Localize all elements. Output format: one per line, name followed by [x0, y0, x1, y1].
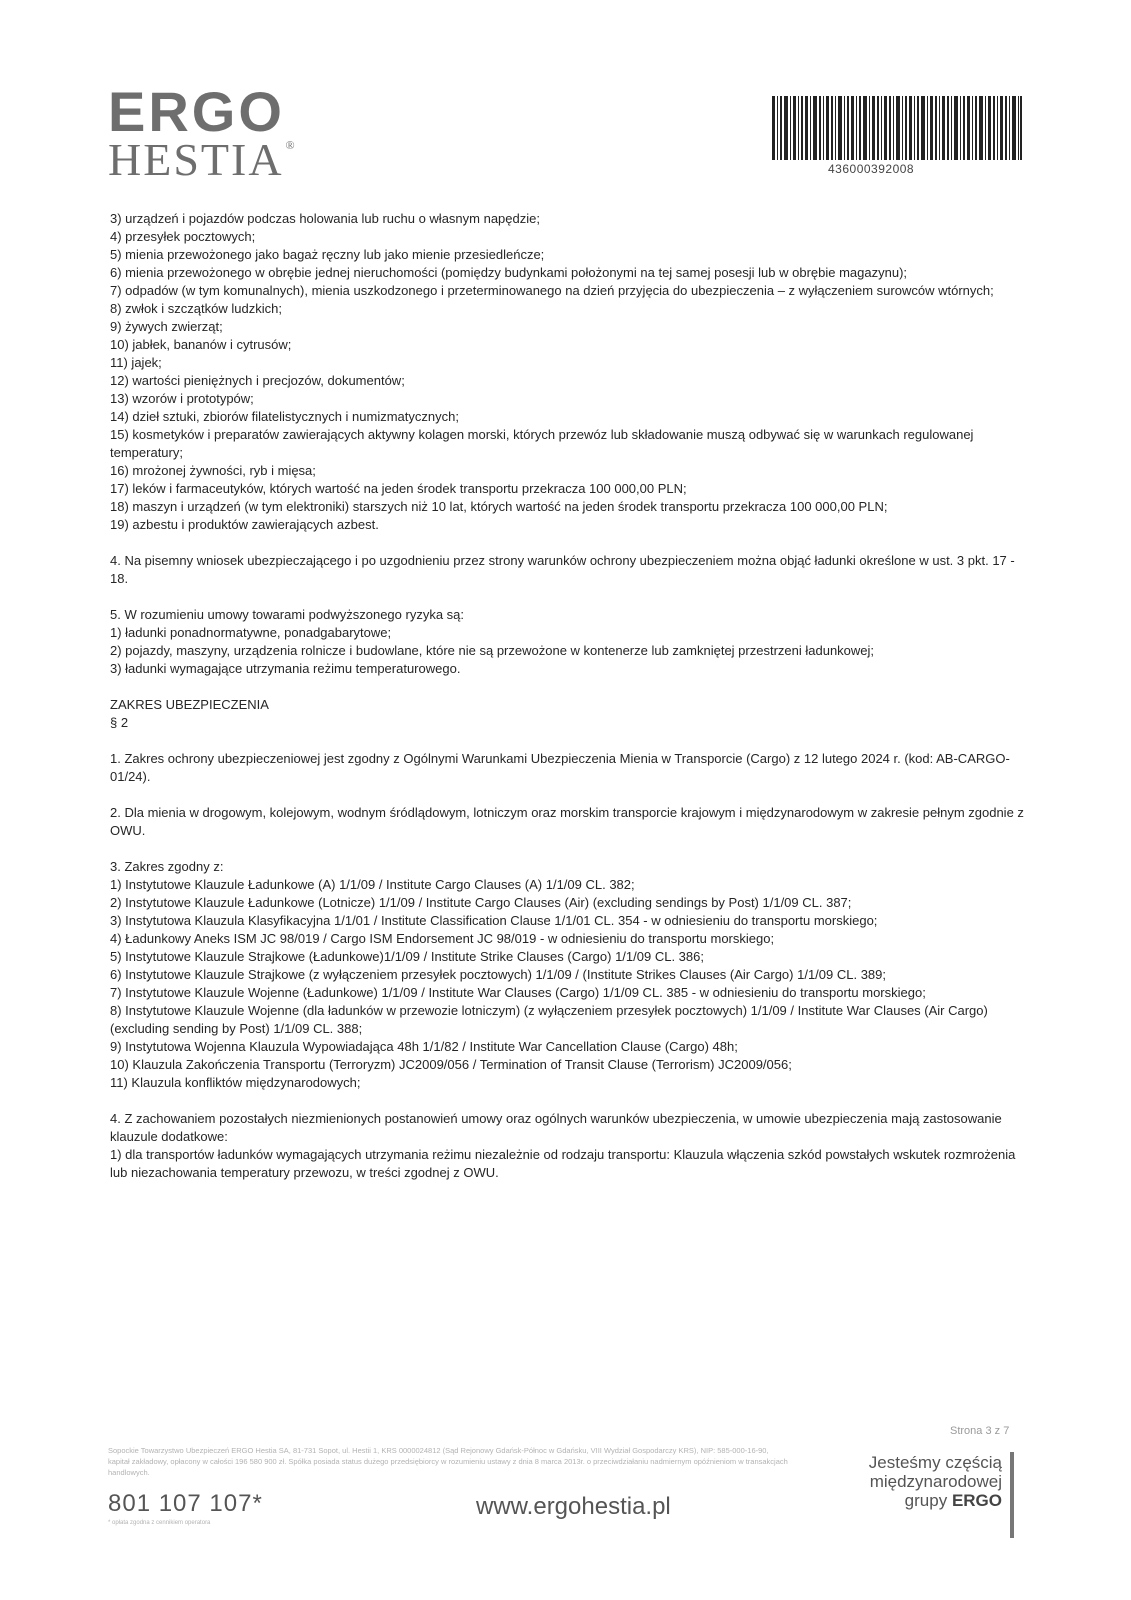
list-item: 5) mienia przewożonego jako bagaż ręczny lub jako mienie przesiedleńcze; [110, 247, 545, 262]
list-item: 3) ładunki wymagające utrzymania reżimu temperaturowego. [110, 661, 461, 676]
section-2-paragraph-3-intro: 3. Zakres zgodny z: [110, 859, 224, 874]
registered-mark: ® [285, 138, 297, 152]
group-tagline-line2: międzynarodowej [869, 1472, 1002, 1491]
logo-hestia-word: HESTIA [108, 134, 284, 185]
phone-number: 801 107 107* [108, 1490, 263, 1517]
list-item: 1) dla transportów ładunków wymagających utrzymania reżimu niezależnie od rodzaju transportu: Klauzula włączenia szkód powstałych wskutek rozmrożenia lub niezachowania temperatury przewozu, w treści zgodnej z OWU. [110, 1147, 1016, 1180]
section-title: ZAKRES UBEZPIECZENIA [110, 697, 269, 712]
list-item: 8) zwłok i szczątków ludzkich; [110, 301, 282, 316]
page-number: Strona 3 z 7 [950, 1425, 1010, 1437]
legal-notice: Sopockie Towarzystwo Ubezpieczeń ERGO Hestia SA, 81-731 Sopot, ul. Hestii 1, KRS 0000024812 (Sąd Rejonowy Gdańsk-Północ w Gdańsku, VIII Wydział Gospodarczy KRS), NIP: 585-000-16-90, kapitał zakładowy, opłacony w całości 196 580 900 zł. Spółka posiada status dużego przedsiębiorcy w rozumieniu ustawy z dnia 8 marca 2013r. o przeciwdziałaniu nadmiernym opóźnieniom w transakcjach handlowych. [108, 1446, 788, 1477]
group-tagline-prefix: grupy [904, 1491, 948, 1510]
list-item: 14) dzieł sztuki, zbiorów filatelistycznych i numizmatycznych; [110, 409, 459, 424]
website-link: www.ergohestia.pl [476, 1493, 671, 1520]
list-item: 6) mienia przewożonego w obrębie jednej nieruchomości (pomiędzy budynkami położonymi na tej samej posesji lub w obrębie magazynu); [110, 265, 908, 280]
footer-divider [1010, 1452, 1014, 1538]
list-item: 18) maszyn i urządzeń (w tym elektroniki) starszych niż 10 lat, których wartość na jeden środek transportu przekracza 100 000,00 PLN; [110, 499, 888, 514]
section-2-paragraph-4: 4. Z zachowaniem pozostałych niezmienionych postanowień umowy oraz ogólnych warunków ubezpieczenia, w umowie ubezpieczenia mają zastosowanie klauzule dodatkowe: [110, 1111, 1002, 1144]
list-item: 3) urządzeń i pojazdów podczas holowania lub ruchu o własnym napędzie; [110, 211, 540, 226]
list-item: 11) jajek; [110, 355, 162, 370]
list-item: 6) Instytutowe Klauzule Strajkowe (z wyłączeniem przesyłek pocztowych) 1/1/09 / (Institute Strikes Clauses (Air Cargo) 1/1/09 CL. 389; [110, 967, 886, 982]
list-item: 15) kosmetyków i preparatów zawierających aktywny kolagen morski, których przewóz lub składowanie muszą odbywać się w warunkach regulowanej temperatury; [110, 427, 974, 460]
list-item: 2) pojazdy, maszyny, urządzenia rolnicze i budowlane, które nie są przewożone w kontenerze lub zamkniętej przestrzeni ładunkowej; [110, 643, 875, 658]
list-item: 19) azbestu i produktów zawierających azbest. [110, 517, 379, 532]
list-item: 10) Klauzula Zakończenia Transportu (Terroryzm) JC2009/056 / Termination of Transit Clause (Terrorism) JC2009/056; [110, 1057, 792, 1072]
document-body [110, 210, 1025, 1182]
list-item: 12) wartości pieniężnych i precjozów, dokumentów; [110, 373, 405, 388]
logo-ergo-text: ERGO [108, 80, 285, 143]
section-number: § 2 [110, 715, 129, 730]
paragraph-4: 4. Na pisemny wniosek ubezpieczającego i po uzgodnieniu przez strony warunków ochrony ubezpieczeniem można objąć ładunki określone w ust. 3 pkt. 17 - 18. [110, 553, 1015, 586]
section-2-paragraph-1: 1. Zakres ochrony ubezpieczeniowej jest zgodny z Ogólnymi Warunkami Ubezpieczenia Mienia w Transporcie (Cargo) z 12 lutego 2024 r. (kod: AB-CARGO-01/24). [110, 751, 1010, 784]
list-item: 10) jabłek, bananów i cytrusów; [110, 337, 292, 352]
group-tagline-line3 [812, 1491, 1002, 1510]
list-item: 1) ładunki ponadnormatywne, ponadgabarytowe; [110, 625, 392, 640]
list-item: 11) Klauzula konfliktów międzynarodowych; [110, 1075, 361, 1090]
list-item: 16) mrożonej żywności, ryb i mięsa; [110, 463, 316, 478]
list-item: 3) Instytutowa Klauzula Klasyfikacyjna 1/1/01 / Institute Classification Clause 1/1/01 CL. 354 - w odniesieniu do transportu morskiego; [110, 913, 878, 928]
list-item: 13) wzorów i prototypów; [110, 391, 254, 406]
list-item: 17) leków i farmaceutyków, których wartość na jeden środek transportu przekracza 100 000,00 PLN; [110, 481, 687, 496]
barcode-number: 436000392008 [828, 162, 915, 176]
list-item: 7) odpadów (w tym komunalnych), mienia uszkodzonego i przeterminowanego na dzień przyjęcia do ubezpieczenia – z wyłączeniem surowców wtórnych; [110, 283, 994, 298]
list-item: 1) Instytutowe Klauzule Ładunkowe (A) 1/1/09 / Institute Cargo Clauses (A) 1/1/09 CL. 382; [110, 877, 635, 892]
group-tagline-line1: Jesteśmy częścią [868, 1453, 1002, 1472]
list-item: 5) Instytutowe Klauzule Strajkowe (Ładunkowe)1/1/09 / Institute Strike Clauses (Cargo) 1/1/09 CL. 386; [110, 949, 704, 964]
list-item: 7) Instytutowe Klauzule Wojenne (Ładunkowe) 1/1/09 / Institute War Clauses (Cargo) 1/1/09 CL. 385 - w odniesieniu do transportu morskiego; [110, 985, 926, 1000]
list-item: 2) Instytutowe Klauzule Ładunkowe (Lotnicze) 1/1/09 / Institute Cargo Clauses (Air) (excluding sendings by Post) 1/1/09 CL. 387; [110, 895, 852, 910]
list-item: 9) Instytutowa Wojenna Klauzula Wypowiadająca 48h 1/1/82 / Institute War Cancellation Clause (Cargo) 48h; [110, 1039, 738, 1054]
list-item: 8) Instytutowe Klauzule Wojenne (dla ładunków w przewozie lotniczym) (z wyłączeniem przesyłek pocztowych) 1/1/09 / Institute War Clauses (Air Cargo) (excluding sending by Post) 1/1/09 CL. 388; [110, 1003, 988, 1036]
barcode [772, 96, 1022, 160]
exclusions-list [110, 210, 1025, 534]
paragraph-5-intro: 5. W rozumieniu umowy towarami podwyższonego ryzyka są: [110, 607, 465, 622]
group-tagline-brand: ERGO [951, 1491, 1002, 1510]
phone-note: * opłata zgodna z cennikiem operatora [108, 1520, 211, 1526]
section-2-paragraph-2: 2. Dla mienia w drogowym, kolejowym, wodnym śródlądowym, lotniczym oraz morskim transporcie krajowym i międzynarodowym w zakresie pełnym zgodnie z OWU. [110, 805, 1024, 838]
ergo-hestia-logo [108, 80, 297, 193]
group-tagline [812, 1453, 1002, 1510]
list-item: 4) przesyłek pocztowych; [110, 229, 256, 244]
list-item: 4) Ładunkowy Aneks ISM JC 98/019 / Cargo ISM Endorsement JC 98/019 - w odniesieniu do transportu morskiego; [110, 931, 775, 946]
list-item: 9) żywych zwierząt; [110, 319, 223, 334]
logo-hestia-text [108, 134, 297, 193]
